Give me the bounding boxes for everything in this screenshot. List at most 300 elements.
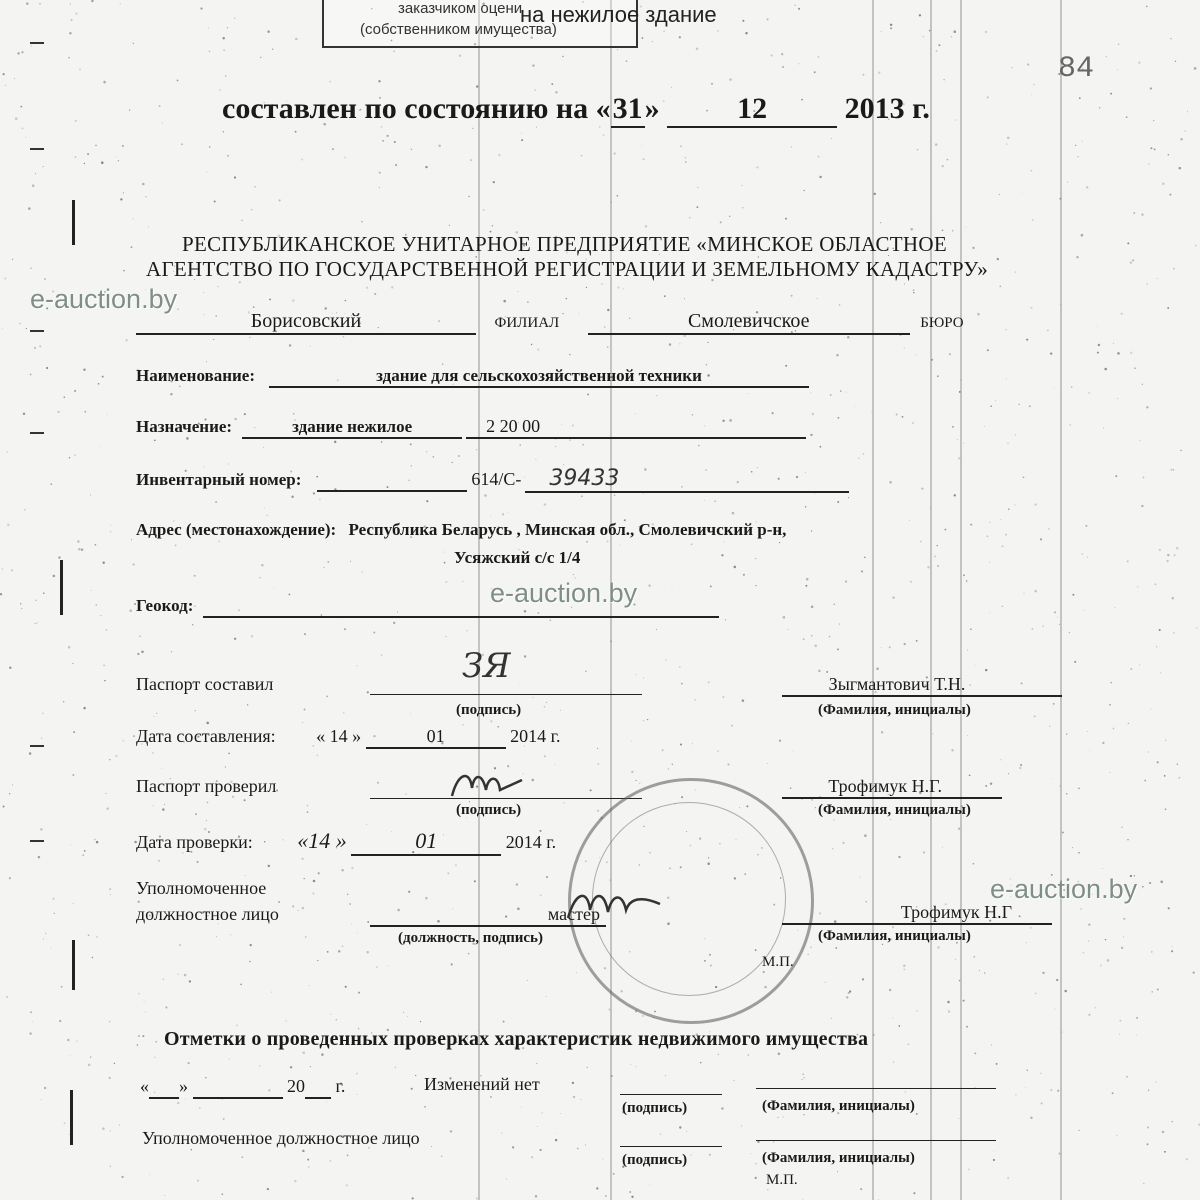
- check-official: Уполномоченное должностное лицо: [142, 1128, 420, 1148]
- speckle: [120, 3, 121, 4]
- speckle: [1155, 583, 1157, 585]
- speckle: [1077, 156, 1079, 158]
- speckle: [1133, 212, 1135, 214]
- speckle: [307, 811, 309, 813]
- speckle: [560, 710, 561, 711]
- speckle: [50, 483, 52, 485]
- speckle: [572, 1082, 574, 1084]
- speckle: [484, 494, 487, 497]
- check-date-open: «: [140, 1076, 149, 1096]
- speckle: [690, 1154, 691, 1155]
- speckle: [1076, 256, 1079, 259]
- scan-streak: [960, 0, 962, 1200]
- speckle: [1144, 780, 1146, 782]
- date-checked-year: 2014 г.: [505, 832, 557, 852]
- compiled-signature: ЗЯ: [462, 646, 511, 686]
- speckle: [1072, 847, 1073, 848]
- speckle: [968, 1169, 970, 1171]
- speckle: [70, 19, 72, 21]
- speckle: [946, 159, 948, 161]
- speckle: [932, 733, 933, 734]
- speckle: [138, 993, 139, 994]
- speckle: [697, 187, 698, 188]
- speckle: [1062, 831, 1064, 833]
- speckle: [602, 1158, 603, 1159]
- speckle: [292, 905, 294, 907]
- speckle: [1159, 629, 1161, 631]
- speckle: [847, 336, 850, 339]
- speckle: [259, 577, 260, 578]
- no-changes: Изменений нет: [424, 1074, 540, 1094]
- speckle: [1172, 597, 1175, 600]
- official-position: мастер: [370, 904, 606, 927]
- branch-row: [136, 310, 964, 335]
- speckle: [731, 725, 733, 727]
- speckle: [395, 1067, 396, 1068]
- speckle: [425, 897, 428, 900]
- speckle: [967, 735, 968, 736]
- speckle: [103, 81, 106, 84]
- speckle: [942, 165, 944, 167]
- speckle: [1143, 1183, 1144, 1184]
- speckle: [41, 1099, 42, 1100]
- speckle: [123, 192, 124, 193]
- speckle: [1148, 1089, 1149, 1090]
- speckle: [223, 131, 224, 132]
- speckle: [223, 1118, 225, 1120]
- speckle: [289, 344, 291, 346]
- speckle: [838, 417, 840, 419]
- speckle: [20, 106, 22, 108]
- official-signature: [564, 884, 664, 928]
- speckle: [938, 44, 940, 46]
- speckle: [681, 683, 683, 685]
- speckle: [840, 390, 841, 391]
- speckle: [643, 677, 644, 678]
- watermark: e-auction.by: [490, 578, 638, 608]
- speckle: [1164, 1151, 1166, 1153]
- speckle: [298, 910, 299, 911]
- speckle: [635, 413, 636, 414]
- speckle: [20, 603, 21, 604]
- speckle: [236, 1024, 237, 1025]
- speckle: [937, 375, 939, 377]
- speckle: [1109, 704, 1111, 706]
- speckle: [466, 630, 467, 631]
- speckle: [679, 343, 680, 344]
- speckle: [1174, 554, 1176, 556]
- speckle: [195, 813, 197, 815]
- speckle: [935, 143, 937, 145]
- speckle: [305, 936, 307, 938]
- speckle: [326, 1101, 327, 1102]
- speckle: [44, 278, 46, 280]
- speckle: [1164, 775, 1166, 777]
- speckle: [723, 541, 724, 542]
- speckle: [344, 157, 346, 159]
- speckle: [30, 1011, 32, 1013]
- speckle: [83, 368, 85, 370]
- speckle: [6, 996, 7, 997]
- speckle: [963, 1000, 965, 1002]
- official-name: Трофимук Н.Г: [782, 902, 1012, 925]
- speckle: [943, 79, 944, 80]
- speckle: [1005, 534, 1007, 536]
- speckle: [573, 1096, 575, 1098]
- speckle: [327, 561, 329, 563]
- speckle: [586, 541, 588, 543]
- speckle: [267, 1188, 269, 1190]
- speckle: [131, 539, 132, 540]
- speckle: [831, 1018, 832, 1019]
- speckle: [848, 497, 849, 498]
- speckle: [301, 159, 303, 161]
- speckle: [206, 820, 207, 821]
- speckle: [818, 56, 820, 58]
- speckle: [717, 1054, 718, 1055]
- speckle: [72, 774, 74, 776]
- speckle: [1154, 148, 1156, 150]
- branch-label: ФИЛИАЛ: [494, 315, 560, 331]
- speckle: [75, 156, 77, 158]
- speckle: [1030, 927, 1032, 929]
- speckle: [91, 0, 93, 2]
- speckle: [43, 592, 45, 594]
- margin-mark: [30, 42, 44, 44]
- speckle: [327, 951, 329, 953]
- speckle: [95, 145, 97, 147]
- speckle: [970, 628, 972, 630]
- speckle: [745, 32, 747, 34]
- speckle: [849, 990, 851, 992]
- speckle: [1067, 182, 1068, 183]
- speckle: [443, 552, 444, 553]
- speckle: [177, 1102, 179, 1104]
- speckle: [1041, 1102, 1043, 1104]
- official-name-caption: (Фамилия, инициалы): [818, 928, 971, 944]
- speckle: [313, 880, 316, 883]
- speckle: [626, 60, 628, 62]
- speckle: [72, 663, 73, 664]
- speckle: [119, 1124, 120, 1125]
- speckle: [501, 1132, 503, 1134]
- speckle: [967, 650, 968, 651]
- speckle: [839, 623, 841, 625]
- speckle: [101, 161, 104, 164]
- speckle: [876, 667, 879, 670]
- speckle: [1031, 94, 1032, 95]
- speckle: [405, 793, 407, 795]
- speckle: [995, 400, 996, 401]
- speckle: [863, 74, 865, 76]
- speckle: [863, 453, 865, 455]
- speckle: [432, 456, 434, 458]
- speckle: [934, 555, 936, 557]
- speckle: [70, 1055, 71, 1056]
- speckle: [361, 571, 363, 573]
- speckle: [40, 828, 42, 830]
- checked-name-row: [782, 776, 1002, 799]
- speckle: [1146, 1143, 1148, 1145]
- speckle: [142, 1035, 144, 1037]
- date-checked-label: Дата проверки:: [136, 832, 253, 852]
- speckle: [131, 246, 133, 248]
- speckle: [408, 891, 410, 893]
- speckle: [836, 354, 838, 356]
- speckle: [170, 393, 172, 395]
- speckle: [1100, 965, 1102, 967]
- speckle: [1146, 406, 1149, 409]
- speckle: [994, 1151, 995, 1152]
- speckle: [916, 1010, 917, 1011]
- speckle: [1169, 194, 1171, 196]
- speckle: [527, 980, 528, 981]
- speckle: [729, 216, 730, 217]
- speckle: [1171, 950, 1173, 952]
- speckle: [181, 144, 182, 145]
- date-compiled-day: « 14 »: [316, 726, 362, 746]
- geocode-label: Геокод:: [136, 596, 194, 615]
- speckle: [791, 146, 792, 147]
- speckle: [539, 1149, 541, 1151]
- speckle: [773, 1141, 774, 1142]
- speckle: [139, 635, 141, 637]
- speckle: [234, 176, 236, 178]
- speckle: [889, 646, 891, 648]
- speckle: [742, 185, 743, 186]
- speckle: [1110, 682, 1112, 684]
- speckle: [83, 707, 85, 709]
- checked-sign-caption: (подпись): [456, 802, 522, 818]
- speckle: [944, 529, 946, 531]
- speckle: [672, 764, 673, 765]
- speckle: [87, 153, 89, 155]
- speckle: [679, 666, 681, 668]
- title-day: 31: [611, 92, 645, 128]
- purpose-row: [136, 416, 806, 439]
- bureau-label: БЮРО: [920, 315, 964, 331]
- speckle: [535, 459, 536, 460]
- speckle: [120, 198, 122, 200]
- speckle: [313, 893, 315, 895]
- speckle: [810, 392, 811, 393]
- speckle: [1141, 213, 1143, 215]
- speckle: [407, 1016, 408, 1017]
- speckle: [110, 1131, 111, 1132]
- speckle: [32, 184, 35, 187]
- speckle: [1030, 170, 1032, 172]
- speckle: [1126, 116, 1128, 118]
- speckle: [357, 932, 358, 933]
- speckle: [1150, 708, 1151, 709]
- speckle: [913, 1192, 915, 1194]
- speckle: [1054, 611, 1056, 613]
- speckle: [449, 225, 450, 226]
- speckle: [379, 172, 381, 174]
- date-checked-row: [136, 828, 556, 856]
- speckle: [424, 1106, 425, 1107]
- speckle: [689, 217, 690, 218]
- speckle: [989, 612, 990, 613]
- speckle: [2, 328, 3, 329]
- speckle: [420, 1021, 421, 1022]
- speckle: [439, 145, 441, 147]
- speckle: [1054, 388, 1055, 389]
- speckle: [708, 681, 710, 683]
- speckle: [537, 1126, 538, 1127]
- speckle: [1078, 852, 1079, 853]
- speckle: [577, 1148, 579, 1150]
- speckle: [75, 120, 77, 122]
- speckle: [720, 221, 722, 223]
- speckle: [393, 51, 395, 53]
- speckle: [966, 1026, 968, 1028]
- speckle: [1172, 1121, 1173, 1122]
- name-value: здание для сельскохозяйственной техники: [269, 366, 809, 388]
- date-checked-day: «14 »: [297, 828, 347, 853]
- speckle: [1180, 450, 1181, 451]
- speckle: [2, 568, 4, 570]
- check-official-sign-line: [620, 1146, 722, 1147]
- speckle: [129, 609, 132, 612]
- speckle: [1123, 918, 1125, 920]
- speckle: [811, 799, 813, 801]
- speckle: [81, 549, 83, 551]
- speckle: [563, 802, 564, 803]
- speckle: [102, 376, 104, 378]
- compiled-name-caption: (Фамилия, инициалы): [818, 702, 971, 718]
- speckle: [1137, 586, 1138, 587]
- speckle: [218, 286, 219, 287]
- speckle: [639, 783, 640, 784]
- speckle: [53, 575, 56, 578]
- speckle: [1130, 668, 1132, 670]
- speckle: [942, 230, 944, 232]
- speckle: [679, 1126, 681, 1128]
- speckle: [110, 894, 111, 895]
- speckle: [507, 512, 508, 513]
- speckle: [896, 413, 898, 415]
- speckle: [1087, 557, 1088, 558]
- speckle: [90, 1056, 91, 1057]
- speckle: [742, 20, 744, 22]
- speckle: [292, 299, 294, 301]
- speckle: [1112, 1092, 1114, 1094]
- speckle: [512, 1146, 514, 1148]
- speckle: [68, 57, 70, 59]
- speckle: [832, 848, 833, 849]
- speckle: [645, 225, 648, 228]
- speckle: [747, 393, 748, 394]
- speckle: [1167, 554, 1169, 556]
- speckle: [11, 569, 13, 571]
- speckle: [782, 66, 784, 68]
- speckle: [560, 1113, 561, 1114]
- speckle: [4, 277, 6, 279]
- speckle: [107, 414, 108, 415]
- speckle: [519, 683, 520, 684]
- speckle: [1034, 503, 1036, 505]
- speckle: [75, 12, 77, 14]
- speckle: [1097, 326, 1098, 327]
- speckle: [12, 784, 13, 785]
- speckle: [0, 593, 2, 595]
- speckle: [531, 1156, 533, 1158]
- speckle: [1023, 593, 1024, 594]
- speckle: [1175, 61, 1176, 62]
- speckle: [605, 1195, 606, 1196]
- speckle: [1088, 1014, 1090, 1016]
- speckle: [1020, 764, 1022, 766]
- speckle: [669, 343, 672, 346]
- speckle: [1086, 186, 1088, 188]
- speckle: [890, 24, 892, 26]
- speckle: [1119, 1020, 1121, 1022]
- speckle: [916, 640, 918, 642]
- speckle: [215, 501, 217, 503]
- speckle: [38, 856, 41, 859]
- speckle: [133, 563, 135, 565]
- speckle: [1087, 731, 1088, 732]
- speckle: [95, 544, 97, 546]
- speckle: [23, 413, 25, 415]
- speckle: [411, 148, 413, 150]
- speckle: [1027, 1070, 1028, 1071]
- speckle: [459, 54, 461, 56]
- speckle: [5, 85, 6, 86]
- speckle: [110, 1166, 111, 1167]
- speckle: [942, 847, 943, 848]
- speckle: [742, 699, 745, 702]
- position-caption: (должность, подпись): [398, 930, 543, 946]
- speckle: [382, 140, 384, 142]
- speckle: [700, 1062, 702, 1064]
- speckle: [196, 861, 198, 863]
- speckle: [317, 755, 319, 757]
- speckle: [936, 50, 938, 52]
- speckle: [951, 749, 953, 751]
- speckle: [778, 1053, 781, 1056]
- speckle: [750, 1153, 751, 1154]
- speckle: [357, 1094, 358, 1095]
- speckle: [1008, 773, 1009, 774]
- speckle: [335, 1019, 337, 1021]
- speckle: [410, 713, 411, 714]
- speckle: [1186, 1158, 1188, 1160]
- speckle: [1170, 38, 1172, 40]
- speckle: [291, 495, 294, 498]
- speckle: [36, 622, 37, 623]
- speckle: [527, 301, 529, 303]
- speckle: [919, 14, 921, 16]
- speckle: [343, 336, 345, 338]
- margin-bar: [70, 1090, 73, 1145]
- speckle: [987, 349, 989, 351]
- speckle: [641, 37, 643, 39]
- speckle: [1029, 405, 1031, 407]
- speckle: [70, 844, 71, 845]
- speckle: [845, 581, 847, 583]
- speckle: [1018, 404, 1019, 405]
- speckle: [818, 670, 821, 673]
- speckle: [63, 396, 65, 398]
- speckle: [307, 1159, 309, 1161]
- check-mp: М.П.: [766, 1172, 798, 1188]
- speckle: [1000, 519, 1001, 520]
- speckle: [346, 1184, 348, 1186]
- margin-bar: [72, 200, 75, 245]
- speckle: [783, 616, 786, 619]
